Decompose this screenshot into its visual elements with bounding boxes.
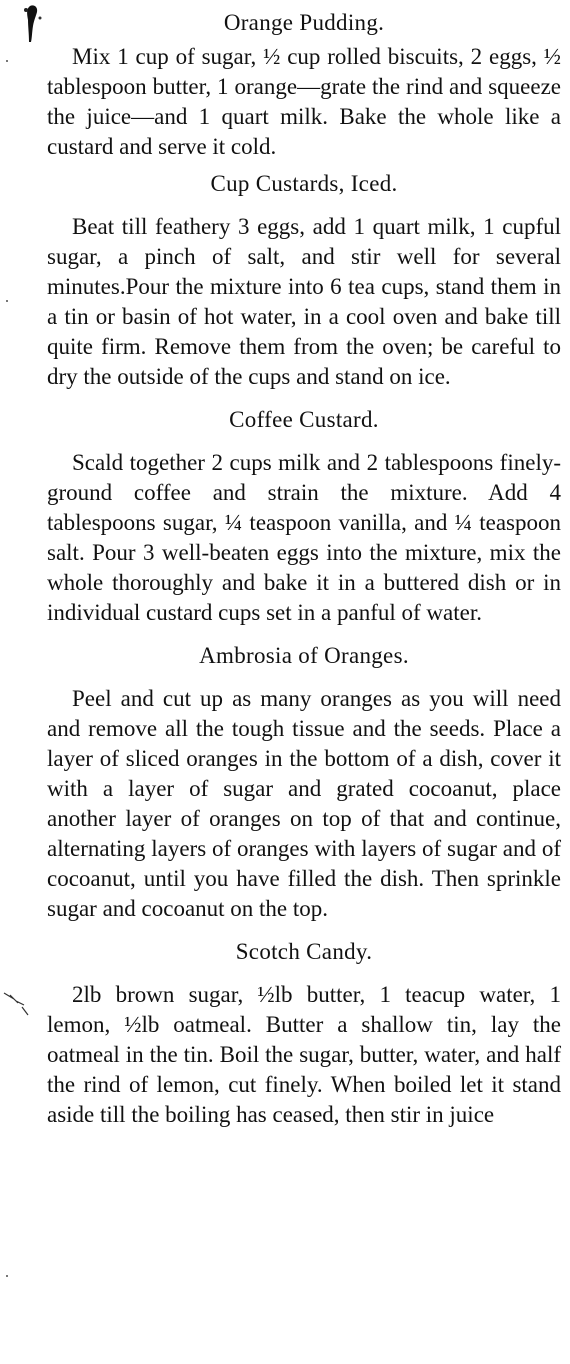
recipe-cup-custards <box>47 169 561 392</box>
recipe-body: Beat till feathery 3 eggs, add 1 quart milk, 1 cupful sugar, a pinch of salt, and stir well for several minutes.Pour the mixture into 6 tea cups, stand them in a tin or basin of hot water, in a cool oven and bake till quite firm. Remove them from the oven; be careful to dry the outside of the cups and stand on ice. <box>47 214 561 389</box>
recipe-scotch-candy <box>47 937 561 1130</box>
recipe-page <box>47 8 561 1130</box>
ink-blot-mark <box>22 4 44 44</box>
recipe-coffee-custard <box>47 405 561 628</box>
margin-dot <box>6 300 8 302</box>
recipe-orange-pudding <box>47 8 561 162</box>
margin-dot <box>6 60 8 62</box>
margin-dot <box>6 1275 8 1277</box>
recipe-body: 2lb brown sugar, ½lb butter, 1 teacup water, 1 lemon, ½lb oatmeal. Butter a shallow tin, lay the oatmeal in the tin. Boil the sugar, butter, water, and half the rind of lemon, cut finely. When boiled let it stand aside till the boiling has ceased, then stir in juice <box>47 982 561 1127</box>
recipe-ambrosia-of-oranges <box>47 641 561 924</box>
recipe-title: Orange Pudding. <box>223 10 385 35</box>
recipe-title: Scotch Candy. <box>235 939 373 964</box>
recipe-title: Ambrosia of Oranges. <box>199 643 409 668</box>
recipe-title: Cup Custards, Iced. <box>210 171 398 196</box>
recipe-body: Scald together 2 cups milk and 2 tablespoons finely-ground coffee and strain the mixture. Add 4 tablespoons sugar, ¼ teaspoon vanilla, and ¼ teaspoon salt. Pour 3 well-beaten eggs into the mixture, mix the whole thoroughly and bake it in a buttered dish or in individual custard cups set in a panful of water. <box>47 450 561 625</box>
recipe-body: Mix 1 cup of sugar, ½ cup rolled biscuits, 2 eggs, ½ tablespoon butter, 1 orange—grate the rind and squeeze the juice—and 1 quart milk. Bake the whole like a custard and serve it cold. <box>47 44 561 159</box>
recipe-body: Peel and cut up as many oranges as you will need and remove all the tough tissue and the seeds. Place a layer of sliced oranges in the bottom of a dish, cover it with a layer of sugar and grated cocoanut, place another layer of oranges on top of that and continue, alternating layers of oranges with layers of sugar and of cocoanut, until you have filled the dish. Then sprinkle sugar and cocoanut on the top. <box>47 686 561 921</box>
margin-pencil-mark <box>2 985 42 1025</box>
recipe-title: Coffee Custard. <box>229 407 379 432</box>
